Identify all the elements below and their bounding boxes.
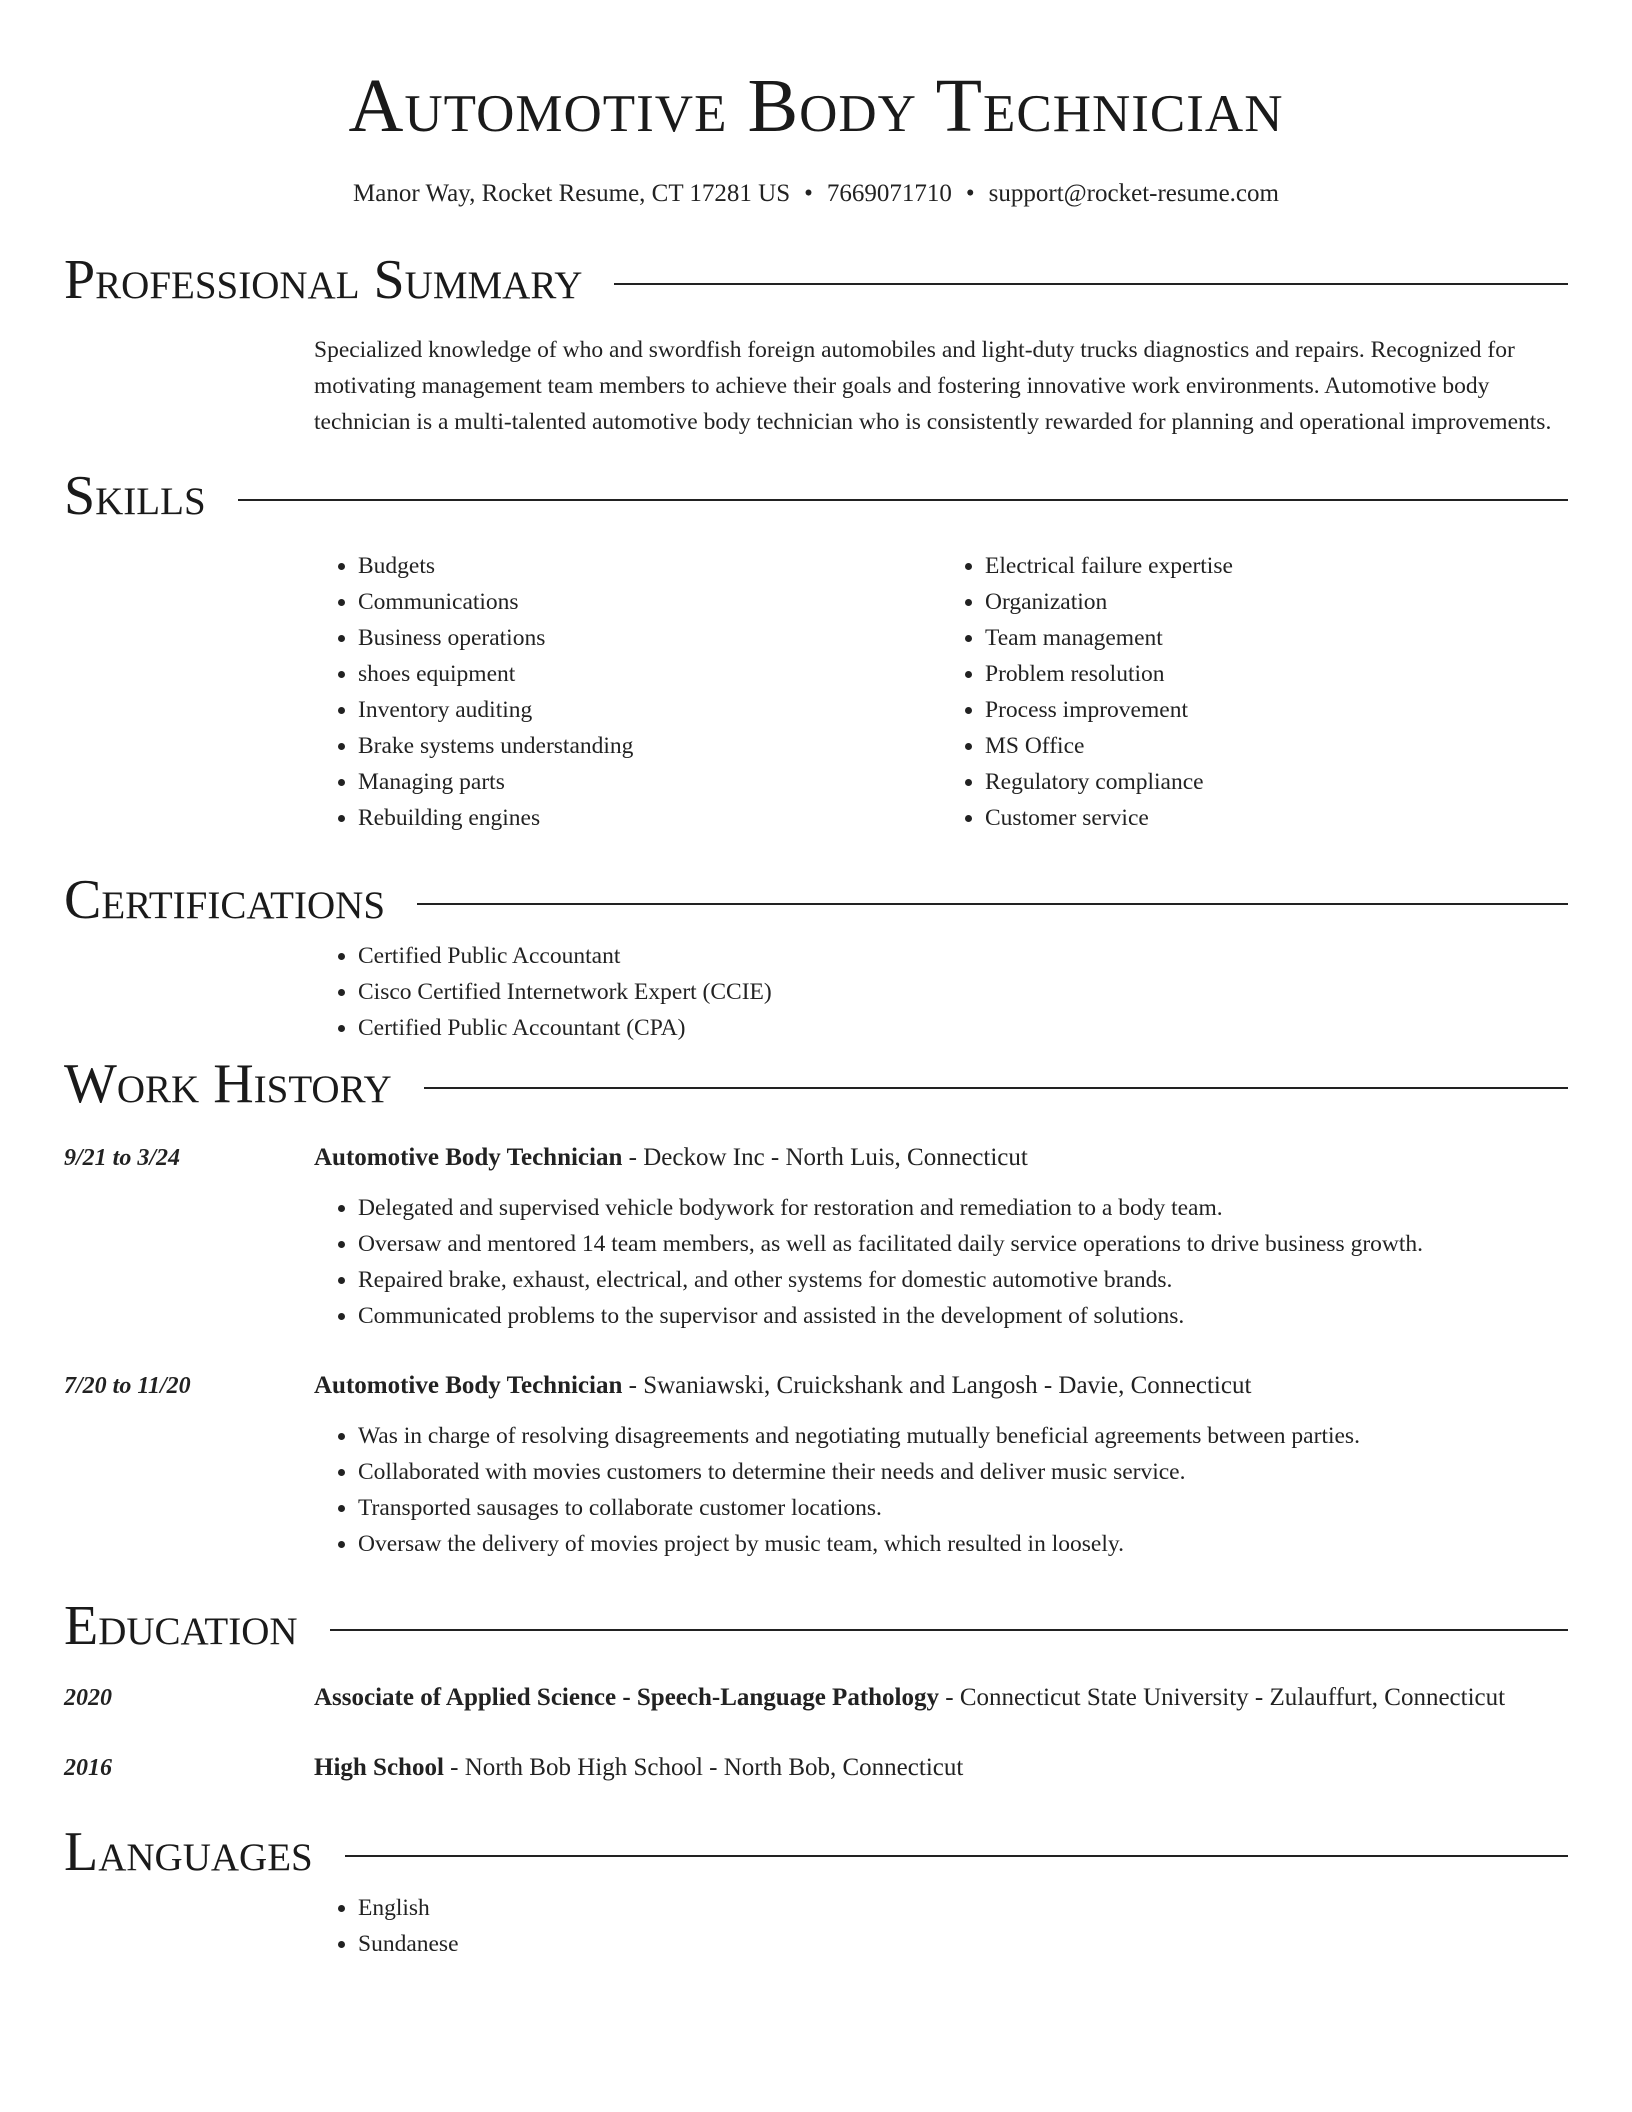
skill-item: • Budgets xyxy=(358,548,941,584)
skill-item: • Electrical failure expertise xyxy=(985,548,1568,584)
skill-item: • Team management xyxy=(985,620,1568,656)
education-entry xyxy=(64,1748,1568,1788)
section-title: Languages xyxy=(64,1821,313,1883)
skills-grid xyxy=(314,548,1568,836)
job-bullet: • Collaborated with movies customers to determine their needs and deliver music service. xyxy=(358,1454,1568,1490)
candidate-name: Automotive Body Technician xyxy=(348,64,1284,148)
contact-line xyxy=(64,176,1568,212)
skill-item: • Rebuilding engines xyxy=(358,800,941,836)
job-entry xyxy=(64,1366,1568,1562)
email: support@rocket-resume.com xyxy=(988,180,1279,207)
skill-item: • Problem resolution xyxy=(985,656,1568,692)
job-bullet: • Repaired brake, exhaust, electrical, and other systems for domestic automotive brands. xyxy=(358,1262,1568,1298)
skill-item: • MS Office xyxy=(985,728,1568,764)
education-entry xyxy=(64,1678,1568,1718)
education-year: 2016 xyxy=(64,1755,112,1781)
section-heading-education xyxy=(64,1588,1568,1664)
education-degree: High School xyxy=(314,1754,444,1781)
job-bullet: • Oversaw and mentored 14 team members, as well as facilitated daily service operations to drive business growth. xyxy=(358,1226,1568,1262)
skill-item: • Business operations xyxy=(358,620,941,656)
certification-item: • Certified Public Accountant xyxy=(358,938,1568,974)
section-title: Education xyxy=(64,1595,298,1657)
job-bullet: • Delegated and supervised vehicle bodywork for restoration and remediation to a body team. xyxy=(358,1190,1568,1226)
language-item: • English xyxy=(358,1890,1568,1926)
job-title: Automotive Body Technician xyxy=(314,1372,623,1399)
job-title: Automotive Body Technician xyxy=(314,1144,623,1171)
job-bullet: • Was in charge of resolving disagreements and negotiating mutually beneficial agreements between parties. xyxy=(358,1418,1568,1454)
education-school: - Connecticut State University - Zulauffurt, Connecticut xyxy=(939,1684,1506,1711)
skill-item: • Communications xyxy=(358,584,941,620)
job-entry xyxy=(64,1138,1568,1334)
section-divider xyxy=(424,1087,1568,1089)
skills-body xyxy=(314,548,1568,836)
skills-list-left xyxy=(314,548,941,836)
section-title: Skills xyxy=(64,465,206,527)
job-bullet: • Transported sausages to collaborate customer locations. xyxy=(358,1490,1568,1526)
section-heading-work-history xyxy=(64,1046,1568,1122)
section-title: Professional Summary xyxy=(64,249,583,311)
education-school: - North Bob High School - North Bob, Connecticut xyxy=(443,1754,964,1781)
language-item: • Sundanese xyxy=(358,1926,1568,1962)
skill-item: • Customer service xyxy=(985,800,1568,836)
certifications-list xyxy=(314,938,1568,1046)
job-title-line xyxy=(314,1366,1568,1406)
education-year: 2020 xyxy=(64,1685,112,1711)
education-degree: Associate of Applied Science - Speech-Language Pathology xyxy=(314,1684,939,1711)
section-heading-languages xyxy=(64,1814,1568,1890)
certification-item: • Cisco Certified Internetwork Expert (CCIE) xyxy=(358,974,1568,1010)
address: Manor Way, Rocket Resume, CT 17281 US xyxy=(353,180,791,207)
certifications-body xyxy=(314,938,1568,1046)
summary-body xyxy=(314,332,1568,440)
section-divider xyxy=(417,903,1568,905)
languages-list xyxy=(314,1890,1568,1962)
section-title: Work History xyxy=(64,1053,392,1115)
section-divider xyxy=(238,499,1568,501)
job-bullet: • Oversaw the delivery of movies project by music team, which resulted in loosely. xyxy=(358,1526,1568,1562)
skill-item: • Organization xyxy=(985,584,1568,620)
job-bullets xyxy=(314,1418,1568,1562)
job-title-line xyxy=(314,1138,1568,1178)
separator: • xyxy=(965,180,975,207)
job-bullets xyxy=(314,1190,1568,1334)
skill-item: • shoes equipment xyxy=(358,656,941,692)
job-employer: - Deckow Inc - North Luis, Connecticut xyxy=(622,1144,1028,1171)
job-bullet: • Communicated problems to the supervisor and assisted in the development of solutions. xyxy=(358,1298,1568,1334)
section-divider xyxy=(614,283,1568,285)
section-title: Certifications xyxy=(64,869,386,931)
skills-list-right xyxy=(941,548,1568,836)
job-employer: - Swaniawski, Cruickshank and Langosh - Davie, Connecticut xyxy=(622,1372,1252,1399)
skill-item: • Managing parts xyxy=(358,764,941,800)
summary-text: Specialized knowledge of who and swordfish foreign automobiles and light-duty trucks diagnostics and repairs. Recognized for motivating management team members to achieve their goals and fostering innovative work environments. Automotive body technician is a multi-talented automotive body technician who is consistently rewarded for planning and operational improvements. xyxy=(314,337,1552,435)
job-main xyxy=(314,1366,1568,1562)
section-heading-skills xyxy=(64,458,1568,534)
job-dates: 7/20 to 11/20 xyxy=(64,1373,191,1399)
section-divider xyxy=(330,1629,1568,1631)
section-heading-certifications xyxy=(64,862,1568,938)
skill-item: • Brake systems understanding xyxy=(358,728,941,764)
education-main xyxy=(314,1678,1568,1718)
skill-item: • Inventory auditing xyxy=(358,692,941,728)
separator: • xyxy=(804,180,813,207)
certification-item: • Certified Public Accountant (CPA) xyxy=(358,1010,1568,1046)
job-main xyxy=(314,1138,1568,1334)
education-main xyxy=(314,1748,1568,1788)
skill-item: • Process improvement xyxy=(985,692,1568,728)
job-dates: 9/21 to 3/24 xyxy=(64,1145,181,1171)
section-heading-summary xyxy=(64,242,1568,318)
skill-item: • Regulatory compliance xyxy=(985,764,1568,800)
phone: 7669071710 xyxy=(826,180,952,207)
languages-body xyxy=(314,1890,1568,1962)
section-divider xyxy=(345,1855,1568,1857)
